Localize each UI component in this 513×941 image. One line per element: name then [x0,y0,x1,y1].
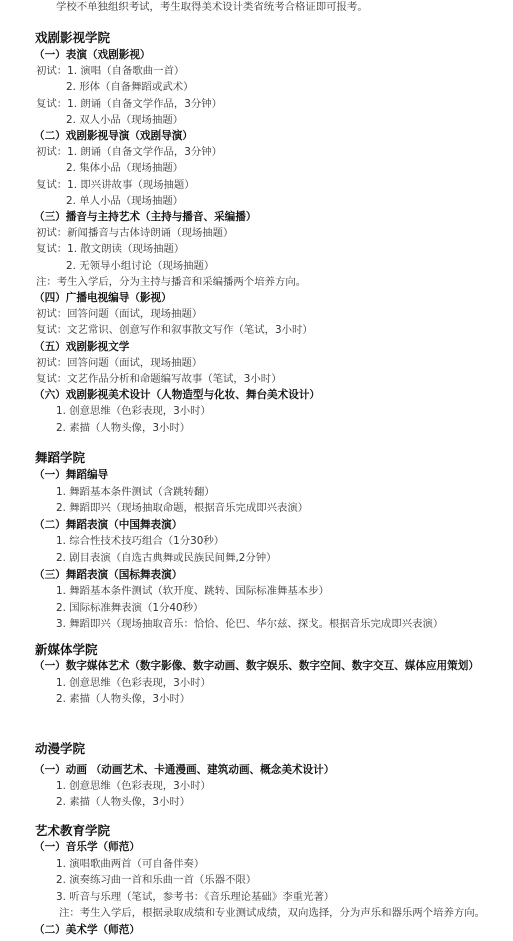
intro-text: 学校不单独组织考试，考生取得美术设计类省统考合格证即可报考。 [56,1,368,13]
list-item: 初试：回答问题（面试，现场抽题） [36,356,203,369]
subsection-heading: （一）数字媒体艺术（数字影像、数字动画、数字娱乐、数字空间、数字交互、媒体应用策划） [34,660,479,672]
section-title: 新媒体学院 [35,642,98,657]
list-item: 复试：1. 散文朗读（现场抽题） [36,243,185,256]
list-item: 注：考生入学后，分为主持与播音和采编播两个培养方向。 [36,275,307,288]
list-item: 1. 创意思维（色彩表现，3小时） [56,676,211,689]
section-title: 戏剧影视学院 [35,30,111,45]
list-item: 1. 舞蹈基本条件测试（含跳转翻） [56,485,215,498]
section-title: 舞蹈学院 [35,450,86,465]
list-item: 1. 创意思维（色彩表现，3小时） [56,780,211,792]
section-title: 艺术教育学院 [35,823,111,838]
list-item: 2. 素描（人物头像，3小时） [56,796,191,808]
subsection-heading: （一）音乐学（师范） [34,841,140,853]
list-item: 初试：新闻播音与古体诗朗诵（现场抽题） [36,227,234,240]
subsection-heading: （三）播音与主持艺术（主持与播音、采编播） [34,211,257,223]
list-item: 2. 无领导小组讨论（现场抽题） [66,259,215,272]
list-item: 2. 国际标准舞表演（1分40秒） [56,601,204,614]
subsection-heading: （二）美术学（师范） [34,923,140,936]
list-item: 初试：1. 朗诵（自备文学作品，3分钟） [36,146,223,159]
list-item: 2. 双人小品（现场抽题） [66,113,184,126]
section-title: 动漫学院 [35,741,86,756]
list-item: 2. 舞蹈即兴（现场抽取命题，根据音乐完成即兴表演） [56,502,309,515]
list-item: 2. 集体小品（现场抽题） [66,162,184,175]
subsection-heading: （一）舞蹈编导 [34,469,109,481]
list-item: 2. 素描（人物头像，3小时） [56,421,191,434]
list-item: 2. 单人小品（现场抽题） [66,194,184,207]
list-item: 初试：1. 演唱（自备歌曲一首） [36,65,185,78]
list-item: 1. 创意思维（色彩表现，3小时） [56,405,211,418]
subsection-heading: （六）戏剧影视美术设计（人物造型与化妆、舞台美术设计） [34,389,321,402]
list-item: 注：考生入学后，根据录取成绩和专业测试成绩，双向选择，分为声乐和器乐两个培养方向。 [59,907,486,919]
list-item: 复试：文艺常识、创意写作和叙事散文写作（笔试，3小时） [36,324,313,337]
subsection-heading: （一）表演（戏剧影视） [34,49,151,61]
list-item: 复试：1. 即兴讲故事（现场抽题） [36,178,195,191]
subsection-heading: （二）戏剧影视导演（戏剧导演） [34,130,193,142]
subsection-heading: （二）舞蹈表演（中国舞表演） [34,518,183,531]
list-item: 1. 演唱歌曲两首（可自备伴奏） [56,857,205,870]
subsection-heading: （四）广播电视编导（影视） [34,292,172,304]
list-item: 2. 演奏练习曲一首和乐曲一首（乐器不限） [56,874,257,886]
list-item: 2. 形体（自备舞蹈或武术） [66,81,194,94]
list-item: 3. 舞蹈即兴（现场抽取音乐：恰恰、伦巴、华尔兹、探戈。根据音乐完成即兴表演） [56,618,444,631]
list-item: 2. 剧目表演（自选古典舞或民族民间舞,2分钟） [56,552,277,564]
list-item: 复试：1. 朗诵（自备文学作品，3分钟） [36,97,223,110]
list-item: 初试：回答问题（面试，现场抽题） [36,308,203,321]
list-item: 1. 舞蹈基本条件测试（软开度、跳转、国际标准舞基本步） [56,585,329,598]
list-item: 3. 听音与乐理（笔试，参考书：《音乐理论基础》李重光著） [56,890,335,903]
list-item: 2. 素描（人物头像，3小时） [56,693,191,705]
list-item: 复试：文艺作品分析和命题编写故事（笔试，3小时） [36,373,282,385]
subsection-heading: （一）动画 （动画艺术、卡通漫画、建筑动画、概念美术设计） [34,764,335,776]
list-item: 1. 综合性技术技巧组合（1分30秒） [56,535,225,548]
subsection-heading: （五）戏剧影视文学 [34,340,130,353]
subsection-heading: （三）舞蹈表演（国标舞表演） [34,568,183,581]
